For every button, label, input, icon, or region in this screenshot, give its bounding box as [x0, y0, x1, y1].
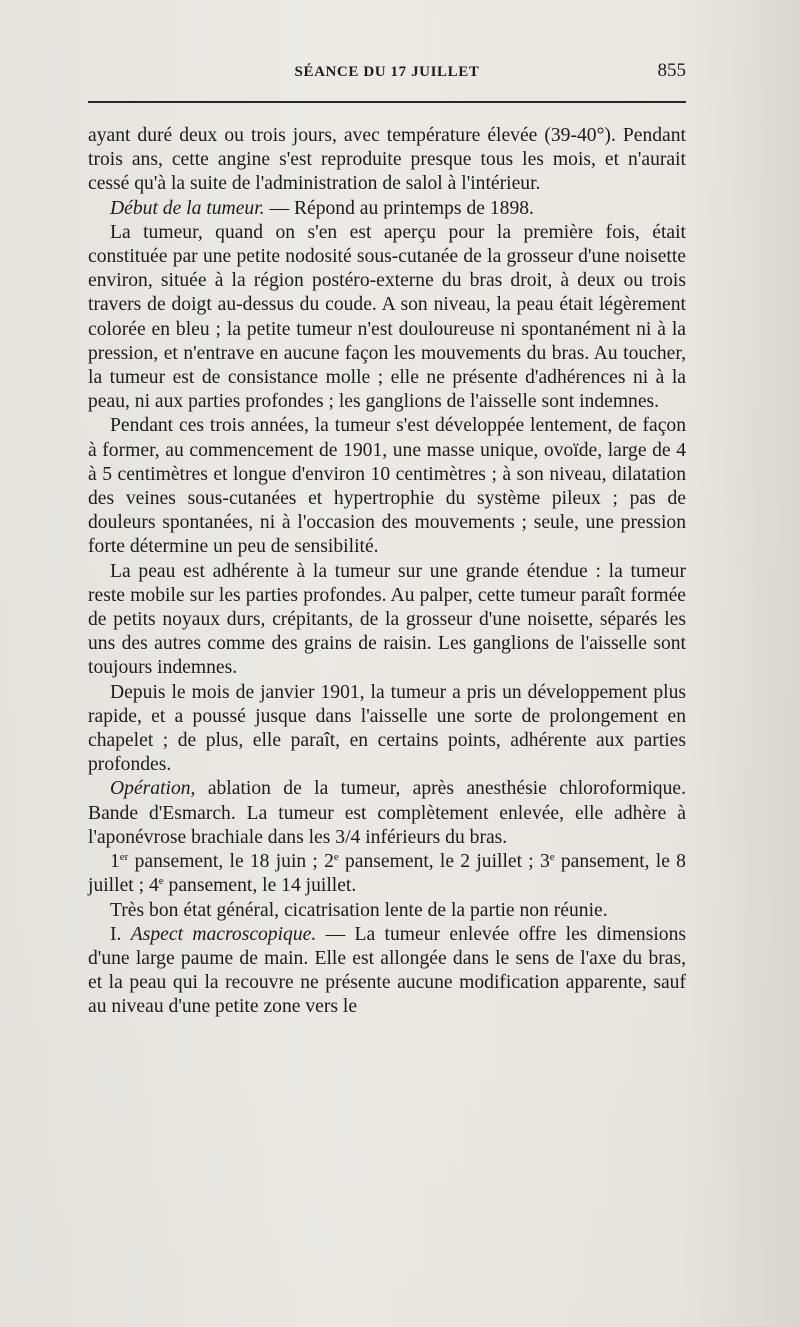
paragraph-text: — La tumeur enlevée offre les dimensions d'une large paume de main. Elle est allongée dans le sens de l'axe du bras, et la peau qui la recouvre ne présente aucune modification apparente, sauf au niveau d'une petite zone vers le — [88, 923, 686, 1018]
paragraph — [88, 850, 686, 898]
text-run: pansement, le 18 juin ; 2 — [128, 851, 334, 873]
superscript: e — [158, 875, 164, 888]
paragraph-text: — Répond au printemps de 1898. — [264, 197, 534, 219]
paragraph: Depuis le mois de janvier 1901, la tumeur a pris un développement plus rapide, et a poussé jusque dans l'aisselle une sorte de prolongement en chapelet ; de plus, elle paraît, en certains points, adhérente aux parties profondes. — [88, 681, 686, 776]
text-run: pansement, le 8 juillet ; 4 — [88, 851, 686, 897]
paragraph — [88, 777, 686, 850]
superscript: er — [119, 851, 129, 864]
paragraph: Pendant ces trois années, la tumeur s'est développée lentement, de façon à former, au commencement de 1901, une masse unique, ovoïde, large de 4 à 5 centimètres et longue d'environ 10 centimètres ; à son niveau, dilatation des veines sous-cutanées et hypertrophie du système pileux ; pas de douleurs spontanées, ni à l'occasion des mouvements ; seule, une pression forte détermine un peu de sensibilité. — [88, 415, 686, 558]
paragraph-text: ablation de la tumeur, après anesthésie chloroformique. Bande d'Esmarch. La tumeur est complètement enlevée, elle adhère à l'aponévrose brachiale dans les 3/4 inférieurs du bras. — [88, 778, 686, 848]
paragraph — [88, 197, 686, 221]
superscript: e — [549, 851, 555, 864]
text-run: pansement, le 2 juillet ; 3 — [338, 851, 550, 873]
paragraph — [88, 923, 686, 1020]
text-run: 1 — [110, 851, 120, 873]
paragraph: Très bon état général, cicatrisation lente de la partie non réunie. — [110, 899, 608, 921]
section-label: Opération, — [110, 778, 196, 800]
section-label: Aspect macroscopique. — [130, 923, 317, 945]
header-rule — [88, 101, 686, 103]
page-number: 855 — [657, 60, 686, 81]
paragraph: La peau est adhérente à la tumeur sur une grande étendue : la tumeur reste mobile sur les parties profondes. Au palper, cette tumeur paraît formée de petits noyaux durs, crépitants, de la grosseur d'une noisette, séparés les uns des autres comme des grains de raisin. Les ganglions de l'aisselle sont toujours indemnes. — [88, 560, 686, 679]
page-header — [88, 60, 686, 90]
section-label: Début de la tumeur. — [110, 197, 265, 219]
body-text — [88, 124, 686, 1020]
paragraph: ayant duré deux ou trois jours, avec température élevée (39-40°). Pendant trois ans, cette angine s'est reproduite presque tous les mois, et n'aurait cessé qu'à la suite de l'administration de salol à l'intérieur. — [88, 125, 686, 195]
superscript: e — [333, 851, 339, 864]
paragraph: La tumeur, quand on s'en est aperçu pour la première fois, était constituée par une petite nodosité sous-cutanée de la grosseur d'une noisette environ, située à la région postéro-externe du bras droit, à deux ou trois travers de doigt au-dessus du coude. A son niveau, la peau était légèrement colorée en bleu ; la petite tumeur n'est douloureuse ni spontanément ni à la pression, et n'entrave en aucune façon les mouvements du bras. Au toucher, la tumeur est de consistance molle ; elle ne présente d'adhérences ni à la peau, ni aux parties profondes ; les ganglions de l'aisselle sont indemnes. — [88, 221, 686, 413]
running-title: SÉANCE DU 17 JUILLET — [294, 64, 480, 80]
text-run: pansement, le 14 juillet. — [163, 875, 357, 897]
text-run: I. — [110, 923, 131, 945]
